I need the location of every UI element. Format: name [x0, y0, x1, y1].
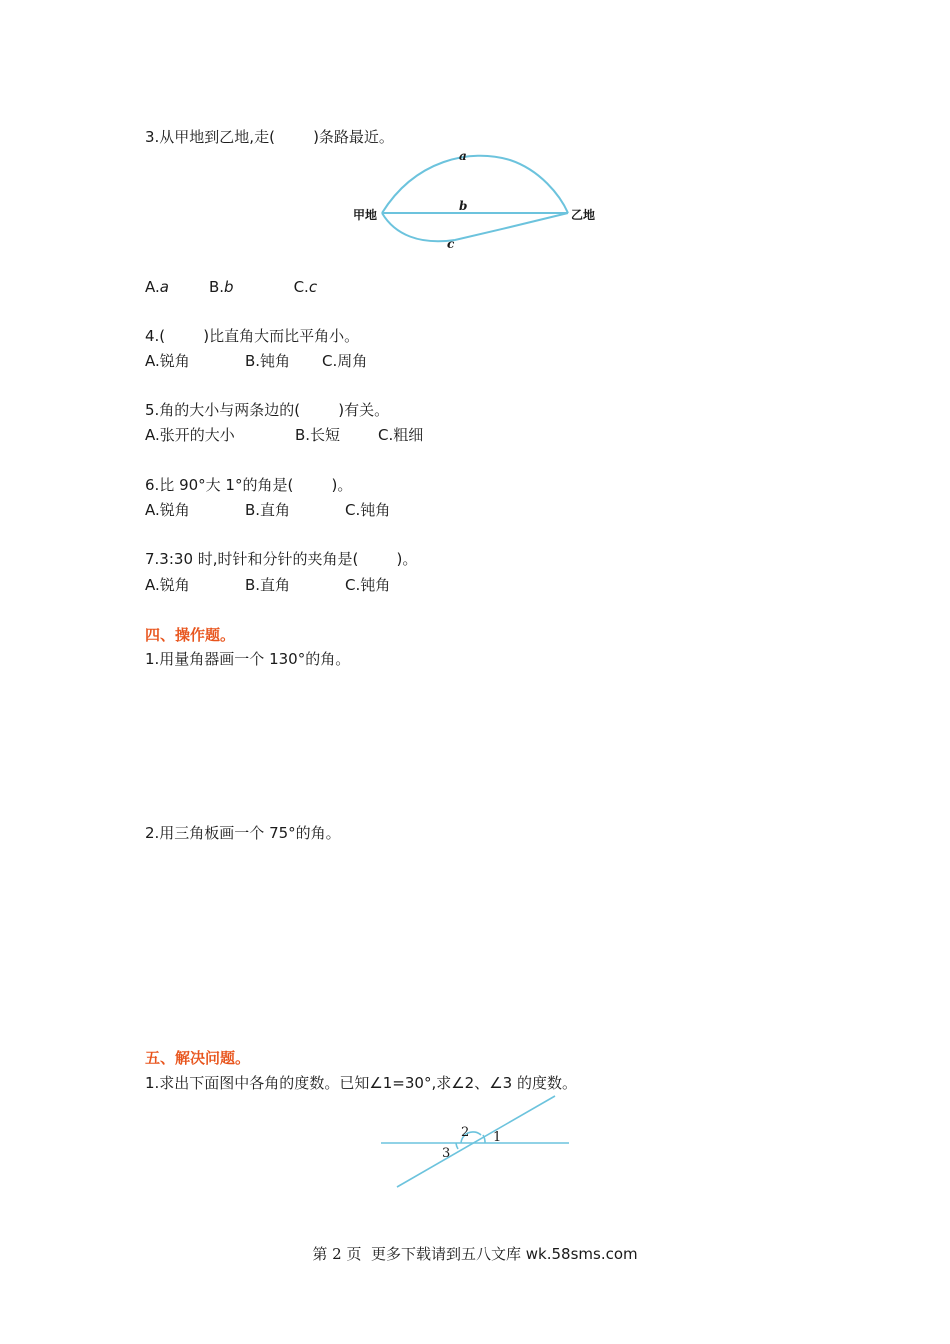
label-jia: 甲地 [353, 208, 378, 222]
path-c [382, 213, 568, 241]
q5-option-c: C.粗细 [378, 426, 424, 444]
q5-options [145, 425, 424, 445]
section4-title: 四、操作题。 [145, 626, 236, 644]
q4-option-b: B.钝角 [245, 352, 291, 370]
label-angle-3: 3 [442, 1146, 451, 1161]
page-footer [0, 1243, 950, 1264]
q7-stem: 7.3:30 时,时针和分针的夹角是( )。 [145, 550, 418, 568]
slanted-line [397, 1096, 555, 1187]
label-c: c [447, 237, 455, 251]
q7-option-b: B.直角 [245, 576, 291, 594]
label-yi: 乙地 [571, 208, 596, 222]
q5-option-b: B.长短 [295, 426, 341, 444]
q3-paths [382, 156, 568, 242]
label-b: b [459, 199, 468, 213]
section5-item-1: 1.求出下面图中各角的度数。已知∠1=30°,求∠2、∠3 的度数。 [145, 1074, 577, 1092]
q3-option-c: C.c [293, 278, 318, 296]
section4-item-2: 2.用三角板画一个 75°的角。 [145, 824, 341, 842]
q7-option-a: A.锐角 [145, 576, 190, 594]
q4-stem: 4.( )比直角大而比平角小。 [145, 327, 360, 345]
q5-stem: 5.角的大小与两条边的( )有关。 [145, 401, 390, 419]
q3-option-a: A.a [145, 278, 169, 296]
q4-options [145, 351, 368, 371]
label-angle-1: 1 [493, 1130, 502, 1145]
q3-option-b: B.b [208, 278, 234, 296]
q7-options [145, 575, 391, 595]
q6-options [145, 500, 391, 520]
angle-3-arc [456, 1143, 458, 1149]
q4-option-c: C.周角 [322, 352, 368, 370]
angle-2-arc [461, 1132, 481, 1143]
q5-option-a: A.张开的大小 [145, 426, 235, 444]
q3-options [145, 277, 317, 297]
q6-option-b: B.直角 [245, 501, 291, 519]
q3-stem: 3.从甲地到乙地,走( )条路最近。 [145, 128, 394, 146]
label-a: a [459, 149, 467, 163]
q6-option-a: A.锐角 [145, 501, 190, 519]
q4-option-a: A.锐角 [145, 352, 190, 370]
q6-stem: 6.比 90°大 1°的角是( )。 [145, 476, 353, 494]
path-a [382, 156, 568, 213]
q7-option-c: C.钝角 [345, 576, 391, 594]
footer-url[interactable]: wk.58sms.com [525, 1245, 638, 1263]
q6-option-c: C.钝角 [345, 501, 391, 519]
footer-text: 第 2 页 更多下载请到五八文库 [312, 1245, 526, 1263]
section5-title: 五、解决问题。 [145, 1049, 251, 1067]
label-angle-2: 2 [461, 1125, 470, 1140]
section4-item-1: 1.用量角器画一个 130°的角。 [145, 650, 351, 668]
angle-1-arc [483, 1135, 485, 1143]
